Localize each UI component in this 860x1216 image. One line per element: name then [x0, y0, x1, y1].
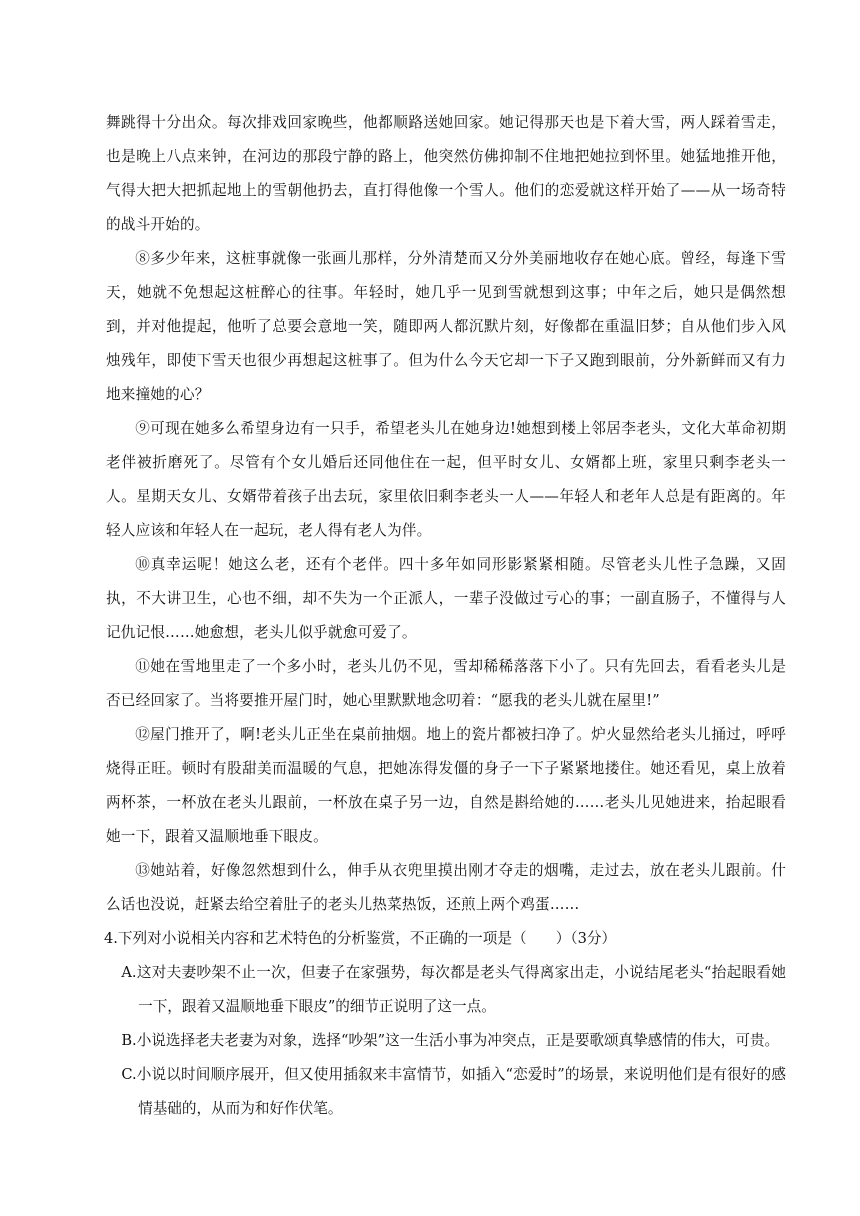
option-b — [109, 1024, 786, 1058]
document-body — [106, 106, 786, 1126]
paragraph-9: ⑨可现在她多么希望身边有一只手，希望老头儿在她身边!她想到楼上邻居李老头，文化大革命初期老伴被折磨死了。尽管有个女儿婚后还同他住在一起，但平时女儿、女婿都上班，家里只剩李老头一人。星期天女儿、女婿带着孩子出去玩，家里依旧剩李老头一人——年轻人和老年人总是有距离的。年轻人应该和年轻人在一起玩，老人得有老人为伴。 — [106, 420, 786, 539]
option-c-text: 小说以时间顺序展开，但又使用插叙来丰富情节，如插入“恋爱时”的场景，来说明他们是有很好的感情基础的，从而为和好作伏笔。 — [136, 1066, 786, 1117]
paragraph-12: ⑫屋门推开了，啊!老头儿正坐在桌前抽烟。地上的瓷片都被扫净了。炉火显然给老头儿捅过，呼呼烧得正旺。顿时有股甜美而温暖的气息，把她冻得发僵的身子一下子紧紧地搂住。她还看见，桌上放着两杯茶，一杯放在老头儿跟前，一杯放在桌子另一边，自然是斟给她的……老头儿见她进来，抬起眼看她一下，跟着又温顺地垂下眼皮。 — [106, 726, 786, 845]
paragraph-10: ⑩真幸运呢！她这么老，还有个老伴。四十多年如同形影紧紧相随。尽管老头儿性子急躁，又固执，不大讲卫生，心也不细，却不失为一个正派人，一辈子没做过亏心的事；一副直肠子，不懂得与人记仇记恨……她愈想，老头儿似乎就愈可爱了。 — [106, 556, 786, 641]
option-c — [109, 1058, 786, 1126]
paragraph-11: ⑪她在雪地里走了一个多小时，老头儿仍不见，雪却稀稀落落下小了。只有先回去，看看老头儿是否已经回家了。当将要推开屋门时，她心里默默地念叨着：“愿我的老头儿就在屋里!” — [106, 658, 786, 709]
paragraph-continued: 舞跳得十分出众。每次排戏回家晚些，他都顺路送她回家。她记得那天也是下着大雪，两人踩着雪走，也是晚上八点来钟，在河边的那段宁静的路上，他突然仿佛抑制不住地把她拉到怀里。她猛地推开他，气得大把大把抓起地上的雪朝他扔去，直打得他像一个雪人。他们的恋爱就这样开始了——从一场奇特的战斗开始的。 — [106, 114, 786, 233]
option-b-text: 小说选择老夫老妻为对象，选择“吵架”这一生活小事为冲突点，正是要歌颂真挚感情的伟大，可贵。 — [136, 1032, 780, 1049]
option-b-label: B. — [121, 1032, 137, 1049]
paragraph-13: ⑬她站着，好像忽然想到什么，伸手从衣兜里摸出刚才夺走的烟嘴，走过去，放在老头儿跟前。什么话也没说，赶紧去给空着肚子的老头儿热菜热饭，还煎上两个鸡蛋…… — [106, 862, 786, 913]
question-stem: 4.下列对小说相关内容和艺术特色的分析鉴赏，不正确的一项是（ ）（3分） — [104, 930, 617, 947]
option-a-text: 这对夫妻吵架不止一次，但妻子在家强势，每次都是老头气得离家出走，小说结尾老头“抬起眼看她一下，跟着又温顺地垂下眼皮”的细节正说明了这一点。 — [136, 964, 786, 1015]
option-c-label: C. — [121, 1066, 137, 1083]
option-a-label: A. — [121, 964, 137, 981]
paragraph-8: ⑧多少年来，这桩事就像一张画儿那样，分外清楚而又分外美丽地收存在她心底。曾经，每逢下雪天，她就不免想起这桩醉心的往事。年轻时，她几乎一见到雪就想到这事；中年之后，她只是偶然想到，并对他提起，他听了总要会意地一笑，随即两人都沉默片刻，好像都在重温旧梦；自从他们步入风烛残年，即使下雪天也很少再想起这桩事了。但为什么今天它却一下子又跑到眼前，分外新鲜而又有力地来撞她的心？ — [106, 250, 786, 403]
option-a — [109, 956, 786, 1024]
